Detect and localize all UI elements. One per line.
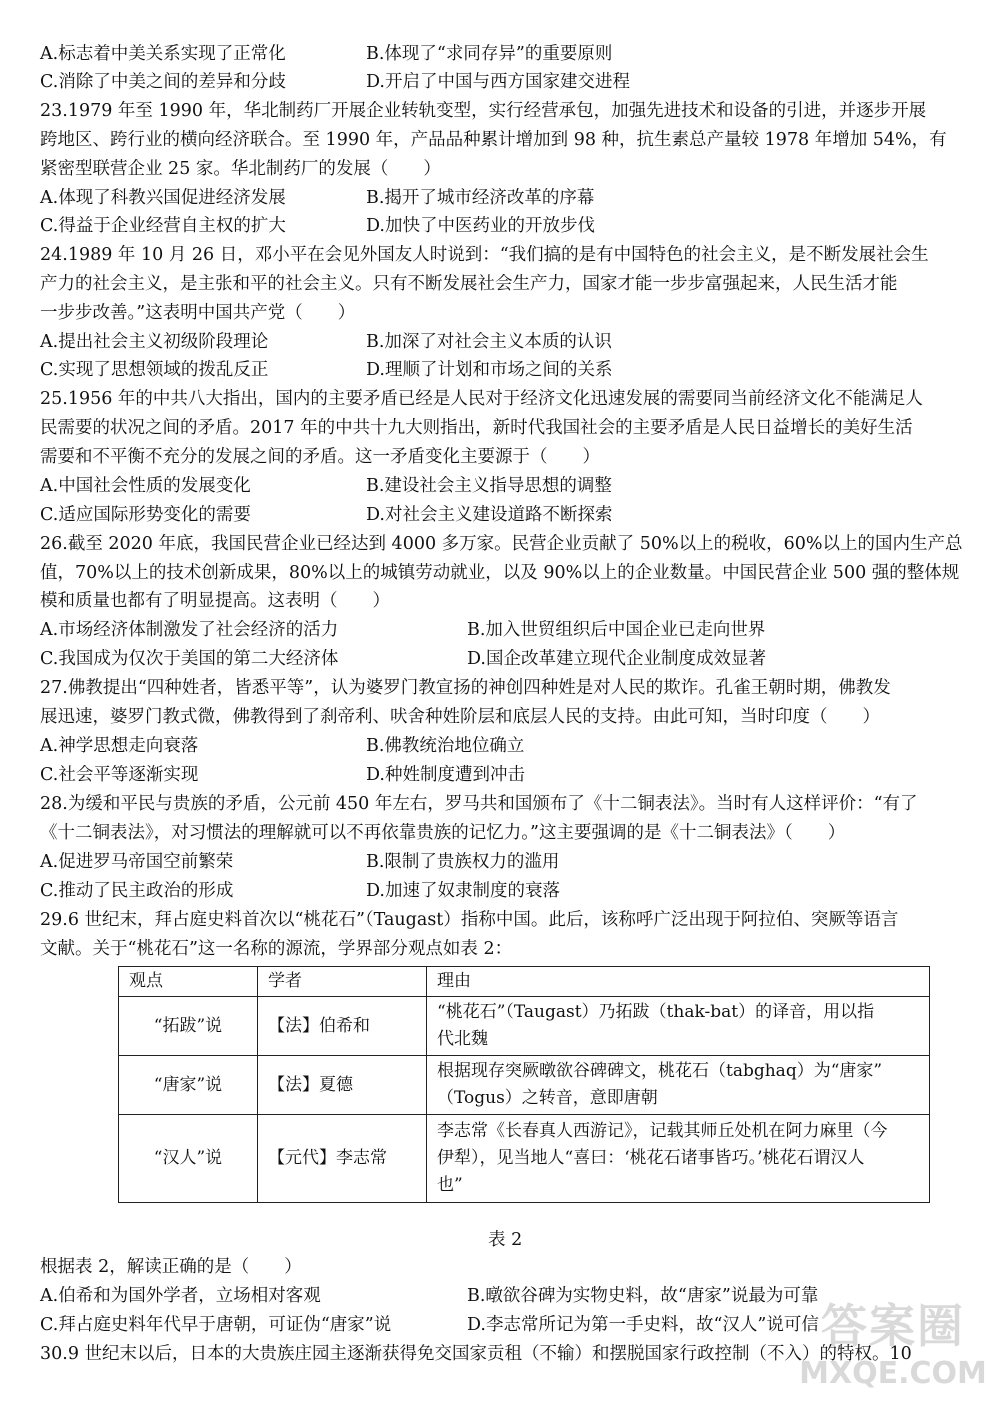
q26-stem-line: 值，70%以上的技术创新成果，80%以上的城镇劳动就业，以及 90%以上的企业数量。中国民营企业 500 强的整体规 [40, 563, 960, 583]
table-cell-view: “拓跋”说 [119, 997, 258, 1056]
table-cell-view: “汉人”说 [119, 1115, 258, 1203]
table-cell-reason [427, 1056, 930, 1115]
q25-stem-line: 25.1956 年的中共八大指出，国内的主要矛盾已经是人民对于经济文化迅速发展的需要同当前经济文化不能满足人 [40, 389, 923, 409]
q29-question: 根据表 2，解读正确的是（ ） [40, 1257, 302, 1277]
q25-option-a: A.中国社会性质的发展变化 [40, 476, 251, 496]
q29-option-c: C.拜占庭史料年代早于唐朝，可证伪“唐家”说 [40, 1315, 392, 1335]
q24-stem-line: 24.1989 年 10 月 26 日，邓小平在会见外国友人时说到：“我们搞的是有中国特色的社会主义，是不断发展社会生 [40, 245, 929, 265]
table-cell-scholar: 【法】夏德 [258, 1056, 427, 1115]
q23-option-c: C.得益于企业经营自主权的扩大 [40, 216, 286, 236]
table-caption: 表 2 [488, 1230, 523, 1250]
q24-stem-line: 一步步改善。”这表明中国共产党（ ） [40, 303, 356, 323]
q27-stem-line: 27.佛教提出“四种姓者，皆悉平等”，认为婆罗门教宣扬的神创四种姓是对人民的欺诈。孔雀王朝时期，佛教发 [40, 678, 891, 698]
watermark-url: MXQE.COM [799, 1356, 987, 1391]
q29-stem-line: 文献。关于“桃花石”这一名称的源流，学界部分观点如表 2： [40, 939, 513, 959]
q29-stem-line: 29.6 世纪末，拜占庭史料首次以“桃花石”（Taugast）指称中国。此后，该称呼广泛出现于阿拉伯、突厥等语言 [40, 910, 899, 930]
q26-option-a: A.市场经济体制激发了社会经济的活力 [40, 620, 339, 640]
source-table [118, 966, 930, 1203]
q27-stem-line: 展迅速，婆罗门教式微，佛教得到了刹帝利、吠舍种姓阶层和底层人民的支持。由此可知，当时印度（ ） [40, 707, 880, 727]
q25-option-d: D.对社会主义建设道路不断探索 [366, 505, 613, 525]
table-header-cell: 观点 [119, 967, 258, 997]
table-cell-scholar: 【元代】李志常 [258, 1115, 427, 1203]
table-header-cell: 理由 [427, 967, 930, 997]
q26-option-d: D.国企改革建立现代企业制度成效显著 [467, 649, 766, 669]
table-row [119, 1115, 930, 1203]
table-row [119, 997, 930, 1056]
q24-option-a: A.提出社会主义初级阶段理论 [40, 332, 269, 352]
q23-option-a: A.体现了科教兴国促进经济发展 [40, 188, 286, 208]
table-row [119, 1056, 930, 1115]
table-header-row [119, 967, 930, 997]
q23-option-b: B.揭开了城市经济改革的序幕 [366, 188, 595, 208]
q27-option-d: D.种姓制度遭到冲击 [366, 765, 525, 785]
q25-option-b: B.建设社会主义指导思想的调整 [366, 476, 612, 496]
q22-option-b: B.体现了“求同存异”的重要原则 [366, 44, 613, 64]
q23-stem-line: 跨地区、跨行业的横向经济联合。至 1990 年，产品品种累计增加到 98 种，抗生素总产量较 1978 年增加 54%，有 [40, 130, 947, 150]
reason-line: 也” [437, 1175, 463, 1195]
q29-option-b: B.暾欲谷碑为实物史料，故“唐家”说最为可靠 [467, 1286, 819, 1306]
q28-option-c: C.推动了民主政治的形成 [40, 881, 234, 901]
reason-line: “桃花石”（Taugast）乃拓跋（thak-bat）的译音，用以指 [437, 1002, 875, 1022]
q28-option-d: D.加速了奴隶制度的衰落 [366, 881, 560, 901]
q25-stem-line: 民需要的状况之间的矛盾。2017 年的中共十九大则指出，新时代我国社会的主要矛盾是人民日益增长的美好生活 [40, 418, 913, 438]
q23-option-d: D.加快了中医药业的开放步伐 [366, 216, 595, 236]
q29-option-a: A.伯希和为国外学者，立场相对客观 [40, 1286, 321, 1306]
q24-stem-line: 产力的社会主义，是主张和平的社会主义。只有不断发展社会生产力，国家才能一步步富强起来，人民生活才能 [40, 274, 898, 294]
reason-line: 代北魏 [437, 1029, 488, 1049]
q26-option-c: C.我国成为仅次于美国的第二大经济体 [40, 649, 339, 669]
q27-option-b: B.佛教统治地位确立 [366, 736, 525, 756]
q22-option-a: A.标志着中美关系实现了正常化 [40, 44, 286, 64]
q27-option-c: C.社会平等逐渐实现 [40, 765, 199, 785]
table-cell-scholar: 【法】伯希和 [258, 997, 427, 1056]
table-cell-reason [427, 1115, 930, 1203]
q22-option-c: C.消除了中美之间的差异和分歧 [40, 72, 286, 92]
q28-option-a: A.促进罗马帝国空前繁荣 [40, 852, 234, 872]
q24-option-b: B.加深了对社会主义本质的认识 [366, 332, 612, 352]
watermark-logo [798, 1297, 988, 1407]
table-cell-reason [427, 997, 930, 1056]
q24-option-c: C.实现了思想领域的拨乱反正 [40, 360, 269, 380]
q27-option-a: A.神学思想走向衰落 [40, 736, 199, 756]
q24-option-d: D.理顺了计划和市场之间的关系 [366, 360, 613, 380]
q29-option-d: D.李志常所记为第一手史料，故“汉人”说可信 [467, 1315, 819, 1335]
reason-line: 根据现存突厥暾欲谷碑碑文，桃花石（tabghaq）为“唐家” [437, 1061, 883, 1081]
q30-stem-line: 30.9 世纪末以后，日本的大贵族庄园主逐渐获得免交国家贡租（不输）和摆脱国家行政控制（不入）的特权。10 [40, 1344, 912, 1364]
table-header-cell: 学者 [258, 967, 427, 997]
watermark-text: 答案圈 [821, 1299, 965, 1353]
q28-stem-line: 《十二铜表法》，对习惯法的理解就可以不再依靠贵族的记忆力。”这主要强调的是《十二铜表法》（ ） [40, 823, 846, 843]
q26-stem-line: 模和质量也都有了明显提高。这表明（ ） [40, 591, 390, 611]
reason-line: 李志常《长春真人西游记》，记载其师丘处机在阿力麻里（今 [437, 1121, 888, 1141]
q25-option-c: C.适应国际形势变化的需要 [40, 505, 251, 525]
reason-line: 伊犁），见当地人“喜曰：‘桃花石诸事皆巧。’桃花石谓汉人 [437, 1148, 865, 1168]
reason-line: （Togus）之转音，意即唐朝 [437, 1088, 658, 1108]
q23-stem-line: 紧密型联营企业 25 家。华北制药厂的发展（ ） [40, 159, 441, 179]
q23-stem-line: 23.1979 年至 1990 年，华北制药厂开展企业转轨变型，实行经营承包，加强先进技术和设备的引进，并逐步开展 [40, 101, 927, 121]
table-cell-view: “唐家”说 [119, 1056, 258, 1115]
q28-option-b: B.限制了贵族权力的滥用 [366, 852, 560, 872]
q28-stem-line: 28.为缓和平民与贵族的矛盾，公元前 450 年左右，罗马共和国颁布了《十二铜表法》。当时有人这样评价：“有了 [40, 794, 918, 814]
q26-option-b: B.加入世贸组织后中国企业已走向世界 [467, 620, 766, 640]
q26-stem-line: 26.截至 2020 年底，我国民营企业已经达到 4000 多万家。民营企业贡献了 50%以上的税收，60%以上的国内生产总 [40, 534, 963, 554]
q25-stem-line: 需要和不平衡不充分的发展之间的矛盾。这一矛盾变化主要源于（ ） [40, 447, 600, 467]
q22-option-d: D.开启了中国与西方国家建交进程 [366, 72, 630, 92]
